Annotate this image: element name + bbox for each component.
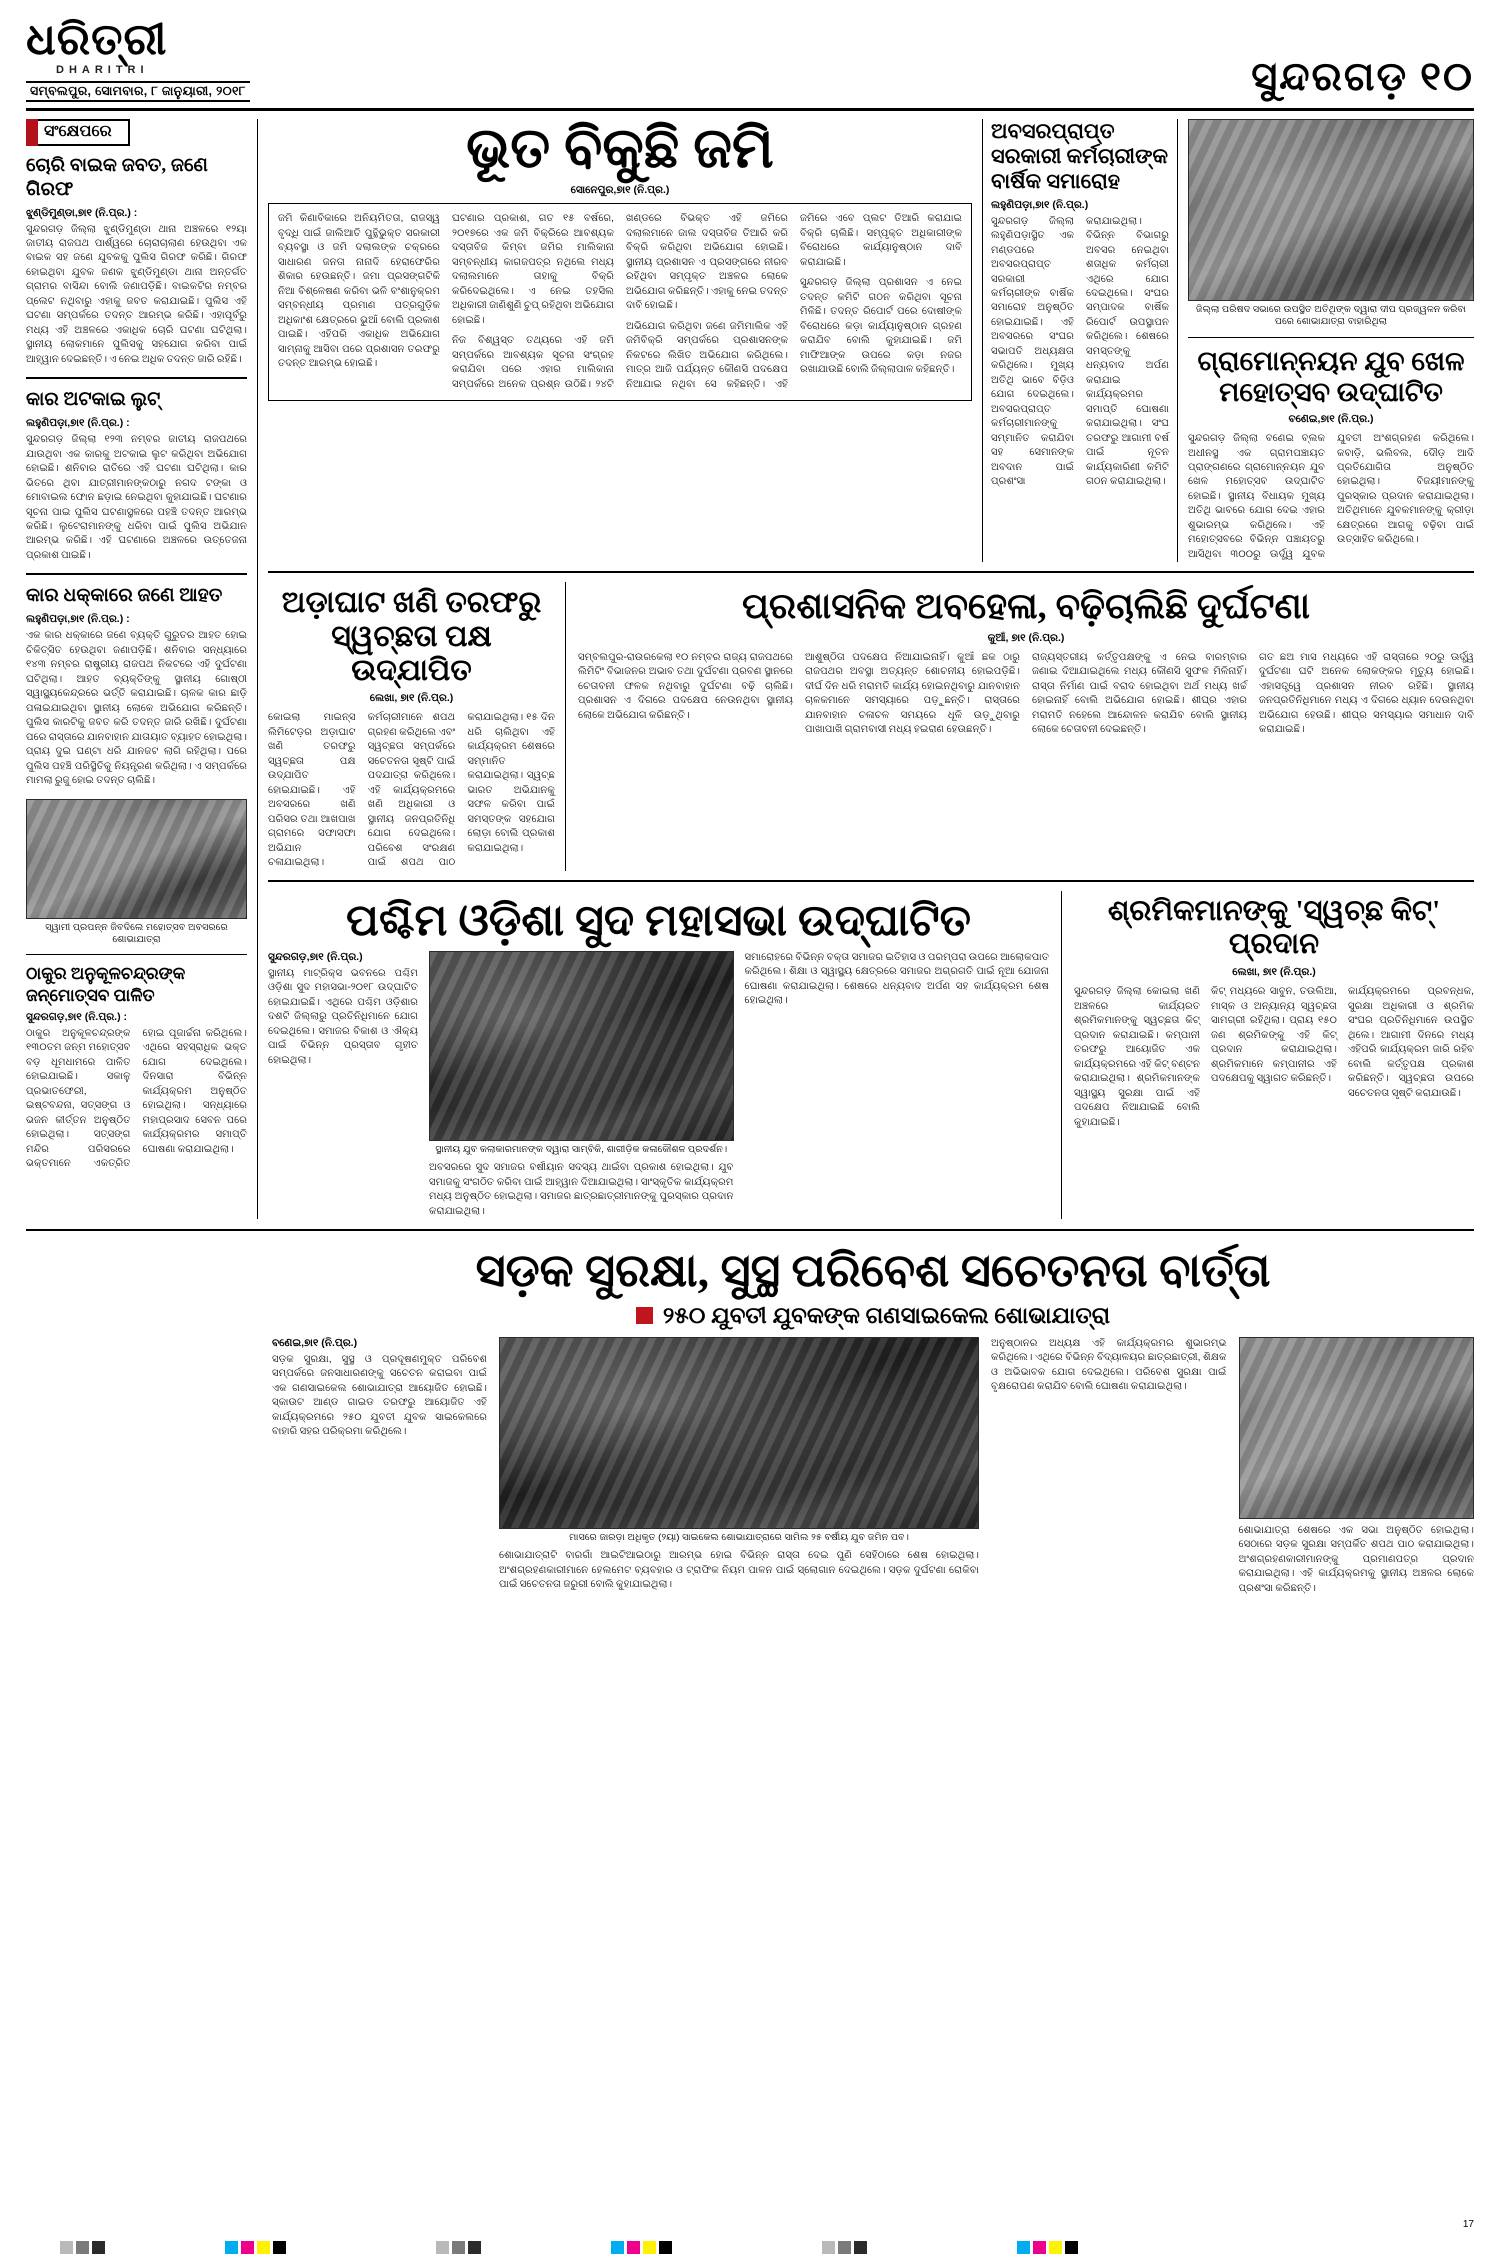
brief-headline: କାର ଅଟକାଇ ଲୁଟ୍	[26, 389, 161, 411]
top-row	[268, 119, 1474, 562]
bottom-text-3: ଅନୁଷ୍ଠାନର ଅଧ୍ୟକ୍ଷ ଏହି କାର୍ଯ୍ୟକ୍ରମର ଶୁଭାରମ୍ଭ କରିଥିଲେ। ଏଥିରେ ବିଭିନ୍ନ ବିଦ୍ୟାଳୟର ଛାତ୍ରଛାତ୍ରୀ, ଶିକ୍ଷକ ଓ ଅଭିଭାବକ ଯୋଗ ଦେଇଥିଲେ। ପରିବେଶ ସୁରକ୍ଷା ପାଇଁ ବୃକ୍ଷରୋପଣ କରାଯିବ ବୋଲି ଘୋଷଣା କରାଯାଇଥିଲା।	[991, 1337, 1227, 1393]
bottom-dateline: ବଣେଇ,୭ା୧ (ନି.ପ୍ର.)	[272, 1336, 358, 1349]
bullet-square-icon	[636, 1307, 653, 1324]
story-headline: ଠାକୁର ଅନୁକୂଳଚନ୍ଦ୍ରଙ୍କ ଜନ୍ମୋତ୍ସବ ପାଳିତ	[26, 964, 186, 1005]
sidebar-bottom-story	[26, 963, 247, 1171]
lead-dateline: ସୋନେପୁର,୭ା୧ (ନି.ପ୍ର.)	[570, 184, 670, 197]
mahasabha-headline: ପଶ୍ଚିମ ଓଡ଼ିଶା ସୁଦ ମହାସଭା ଉଦ୍‌ଘାଟିତ	[346, 895, 971, 945]
brief-headline: ଚୋରି ବାଇକ ଜବତ, ଜଣେ ଗିରଫ	[26, 155, 208, 200]
portrait-photo	[1239, 1337, 1475, 1519]
bottom-text-1: ସଡ଼କ ସୁରକ୍ଷା, ସୁସ୍ଥ ଓ ପ୍ରଦୂଷଣମୁକ୍ତ ପରିବେଶ ସମ୍ପର୍କରେ ଜନସାଧାରଣଙ୍କୁ ସଚେତନ କରାଇବା ପାଇଁ ଏକ ଗଣସାଇକେଲ ଶୋଭାଯାତ୍ରା ଆୟୋଜିତ ହୋଇଛି। ସ୍କାଉଟ ଆଣ୍ଡ ଗାଇଡ ତରଫରୁ ଆୟୋଜିତ ଏହି କାର୍ଯ୍ୟକ୍ରମରେ ୨୫୦ ଯୁବତୀ ଯୁବକ ସାଇକେଲରେ ବାହାରି ସହର ପରିକ୍ରମା କରିଥିଲେ।	[272, 1353, 487, 1438]
lead-para: ଘଟଣାର ପ୍ରକାଶ, ଗତ ୧୫ ବର୍ଷରେ, ୨୦୧୭ରେ ଏକ ଜମି ବିକ୍ରିରେ ଆବଶ୍ୟକ ଦସ୍ତାବିଜ କିମ୍ବା ଜମିର ମାଲିକାନା ସମ୍ବନ୍ଧୀୟ କାଗଜପତ୍ର ନଥିଲେ ମଧ୍ୟ ଦଲାଲମାନେ ତାହାକୁ ବିକ୍ରି କରିଦେଇଥିଲେ। ଏ ନେଇ ତହସିଲ ଅଧିକାରୀ ଜାଣିଶୁଣି ଚୁପ୍ ରହିଥିବା ଅଭିଯୋଗ ହୋଇଛି।	[452, 213, 614, 326]
bottom-col-1	[272, 1337, 487, 1596]
wheel-performance-photo	[429, 951, 734, 1141]
mahasabha-story	[268, 891, 1062, 1220]
registration-swatch-group	[60, 2241, 105, 2254]
rally-photo	[26, 799, 247, 919]
worker-kit-col-3: କାର୍ଯ୍ୟକ୍ରମରେ ପ୍ରବନ୍ଧକ, ସୁରକ୍ଷା ଅଧିକାରୀ ଓ ଶ୍ରମିକ ସଂଘର ପ୍ରତିନିଧିମାନେ ଉପସ୍ଥିତ ଥିଲେ। ଆଗାମୀ ଦିନରେ ମଧ୍ୟ ଏହିପରି କାର୍ଯ୍ୟକ୍ରମ ଜାରି ରହିବ ବୋଲି କର୍ତ୍ତୃପକ୍ଷ ପ୍ରକାଶ କରିଛନ୍ତି। ସ୍ୱଚ୍ଛତା ଉପରେ ସଚେତନତା ସୃଷ୍ଟି କରାଯାଉଛି।	[1348, 986, 1474, 1099]
brief-dateline: ଝୁଣ୍ଡିମୁଣ୍ଡା,୭ା୧ (ନି.ପ୍ର.) :	[26, 206, 138, 219]
mahasabha-text-2: ଅବସରରେ ସୁଦ ସମାଜର ବର୍ଷୀୟାନ ସଦସ୍ୟ ଥାଇଁବା ପ୍ରକାଶ ହୋଇଥିଲା। ଯୁବ ସମାଜକୁ ସଂଗଠିତ କରିବା ପାଇଁ ଆହ୍ୱାନ ଦିଆଯାଇଥିଲା। ସାଂସ୍କୃତିକ କାର୍ଯ୍ୟକ୍ରମ ମଧ୍ୟ ଅନୁଷ୍ଠିତ ହୋଇଥିଲା। ସମାଜର ଛାତ୍ରଛାତ୍ରୀମାନଙ୍କୁ ପୁରସ୍କାର ପ୍ରଦାନ କରାଯାଇଥିଲା।	[429, 1162, 734, 1217]
admin-dateline: କୁଆଁ, ୭ା୧ (ନି.ପ୍ର.)	[987, 631, 1065, 644]
retired-body: ସୁନ୍ଦରଗଡ଼ ଜିଲ୍ଲା ଲହୁଣିପଡ଼ାସ୍ଥିତ ଏକ ମଣ୍ଡପରେ ଅବସରପ୍ରାପ୍ତ ସରକାରୀ କର୍ମଚାରୀଙ୍କ ବାର୍ଷିକ ସମାରୋହ ଅନୁଷ୍ଠିତ ହୋଇଯାଇଛି। ଏହି ଅବସରରେ ସଂଘର ସଭାପତି ଅଧ୍ୟକ୍ଷତା କରିଥିଲେ। ମୁଖ୍ୟ ଅତିଥି ଭାବେ ବିଡ଼ିଓ ଯୋଗ ଦେଇଥିଲେ। ଅବସରପ୍ରାପ୍ତ କର୍ମଚାରୀମାନଙ୍କୁ ସମ୍ମାନିତ କରାଯିବା ସହ ସେମାନଙ୍କ ଅବଦାନ ପାଇଁ ପ୍ରଶଂସା କରାଯାଇଥିଲା। ବିଭିନ୍ନ ବିଭାଗରୁ ଅବସର ନେଇଥିବା ଶତାଧିକ କର୍ମଚାରୀ ଏଥିରେ ଯୋଗ ଦେଇଥିଲେ। ସଂଘର ସମ୍ପାଦକ ବାର୍ଷିକ ରିପୋର୍ଟ ଉପସ୍ଥାପନ କରିଥିଲେ। ଶେଷରେ ସମସ୍ତଙ୍କୁ ଧନ୍ୟବାଦ ଅର୍ପଣ କରାଯାଇ କାର୍ଯ୍ୟକ୍ରମର ସମାପ୍ତି ଘୋଷଣା କରାଯାଇଥିଲା। ସଂଘ ତରଫରୁ ଆଗାମୀ ବର୍ଷ ପାଇଁ ନୂତନ କାର୍ଯ୍ୟକାରିଣୀ କମିଟି ଗଠନ କରାଯାଇଥିଲା।	[991, 215, 1169, 488]
bottom-subhead-text: ୨୫୦ ଯୁବତୀ ଯୁବକଙ୍କ ଗଣସାଇକେଲ ଶୋଭାଯାତ୍ରା	[662, 1302, 1111, 1328]
divider	[26, 377, 247, 379]
edition-title: ସୁନ୍ଦରଗଡ଼ ୧୦	[1251, 54, 1474, 99]
gramonnayan-headline: ଗ୍ରାମୋନ୍ନୟନ ଯୁବ ଖେଳ ମହୋତ୍ସବ ଉଦ୍‌ଘାଟିତ	[1197, 345, 1465, 407]
worker-kit-dateline: ଲେଖା, ୭ା୧ (ନି.ପ୍ର.)	[1232, 966, 1316, 979]
lead-para: ସୁନ୍ଦରଗଡ଼ ଜିଲ୍ଲା ପ୍ରଶାସନ ଏ ନେଇ ତଦନ୍ତ କମିଟି ଗଠନ କରିଥିବା ସୂଚନା ମିଳିଛି। ତଦନ୍ତ ରିପୋର୍ଟ ପରେ ଦୋଷୀଙ୍କ ବିରୋଧରେ କଡ଼ା କାର୍ଯ୍ୟାନୁଷ୍ଠାନ ଗ୍ରହଣ କରାଯିବ ବୋଲି କୁହାଯାଇଛି। ଜମି ମାଫିଆଙ୍କ ଉପରେ କଡ଼ା ନଜର ରଖାଯାଉଛି ବୋଲି ଜିଲ୍ଲାପାଳ କହିଛନ୍ତି।	[800, 277, 962, 376]
briefs-section-label: ସଂକ୍ଷେପରେ	[26, 119, 130, 146]
admin-para: ରାଜ୍ୟସ୍ତରୀୟ କର୍ତ୍ତୃପକ୍ଷଙ୍କୁ ଏ ନେଇ ବାରମ୍ବାର ଜଣାଇ ଦିଆଯାଇଥିଲେ ମଧ୍ୟ କୌଣସି ସୁଫଳ ମିଳିନାହିଁ। ରାସ୍ତା ନିର୍ମାଣ ପାଇଁ ବରାଦ ହୋଇଥିବା ଅର୍ଥ ମଧ୍ୟ ଖର୍ଚ୍ଚ ହୋଇନାହିଁ ବୋଲି ଅଭିଯୋଗ ହୋଇଛି। ଶୀଘ୍ର ଏହାର ମରାମତି ନହେଲେ ଆନ୍ଦୋଳନ କରାଯିବ ବୋଲି ସ୍ଥାନୀୟ ଲୋକେ ଚେତାବନୀ ଦେଇଛନ୍ତି।	[1032, 651, 1247, 736]
mahasabha-body	[268, 951, 1049, 1219]
mahasabha-dateline: ସୁନ୍ଦରଗଡ଼,୭ା୧ (ନି.ପ୍ର.)	[268, 950, 363, 963]
brand-block	[26, 15, 250, 102]
retired-dateline: ଲହୁଣିପଡ଼ା,୭ା୧ (ନି.ପ୍ର.)	[991, 198, 1089, 211]
sidebar-column	[26, 119, 258, 1219]
divider	[26, 954, 247, 955]
divider	[268, 880, 1474, 882]
bottom-photo-block	[499, 1337, 979, 1596]
brief-body: ଏକ କାର ଧକ୍କାରେ ଜଣେ ବ୍ୟକ୍ତି ଗୁରୁତର ଆହତ ହୋଇ ଚିକିତ୍ସିତ ହେଉଥିବା ଜଣାପଡ଼ିଛି। ଶନିବାର ସନ୍ଧ୍ୟାରେ ୧୪୩ ନମ୍ବର ରାଷ୍ଟ୍ରୀୟ ରାଜପଥ ନିକଟରେ ଏହି ଦୁର୍ଘଟଣା ଘଟିଥିଲା। ଆହତ ବ୍ୟକ୍ତିଙ୍କୁ ସ୍ଥାନୀୟ ଗୋଷ୍ଠୀ ସ୍ୱାସ୍ଥ୍ୟକେନ୍ଦ୍ରରେ ଭର୍ତ୍ତି କରାଯାଇଛି। ଚାଳକ କାର ଛାଡ଼ି ପଳାଇଯାଇଥିବା ସ୍ଥାନୀୟ ଲୋକେ ଅଭିଯୋଗ କରିଛନ୍ତି। ପୁଲିସ କାରଟିକୁ ଜବତ କରି ତଦନ୍ତ ଜାରି ରଖିଛି। ଦୁର୍ଘଟଣା ପରେ ରାସ୍ତାରେ ଯାନବାହାନ ଯାତାୟାତ ବ୍ୟାହତ ହୋଇଥିଲା। ପ୍ରାୟ ଦୁଇ ଘଣ୍ଟା ଧରି ଯାନଜଟ ଲାଗି ରହିଥିଲା। ପରେ ପୁଲିସ ପହଞ୍ଚି ପରିସ୍ଥିତିକୁ ନିୟନ୍ତ୍ରଣ କରିଥିଲା। ଏ ସମ୍ପର୍କରେ ମାମଲା ରୁଜୁ ହୋଇ ତଦନ୍ତ ଚାଲିଛି।	[26, 630, 247, 787]
registration-swatch-group	[436, 2241, 481, 2254]
lead-story-box	[268, 203, 972, 401]
registration-swatch-group	[1017, 2241, 1078, 2254]
worker-kit-col-1: ସୁନ୍ଦରଗଡ଼ ଜିଲ୍ଲା କୋଇଲା ଖଣି ଅଞ୍ଚଳରେ କାର୍ଯ୍ୟରତ ଶ୍ରମିକମାନଙ୍କୁ ସ୍ୱଚ୍ଛତା କିଟ୍ ପ୍ରଦାନ କରାଯାଇଛି। କମ୍ପାନୀ ତରଫରୁ ଆୟୋଜିତ ଏକ କାର୍ଯ୍ୟକ୍ରମରେ ଏହି କିଟ୍ ବଣ୍ଟନ କରାଯାଇଥିଲା। ଶ୍ରମିକମାନଙ୍କ ସ୍ୱାସ୍ଥ୍ୟ ସୁରକ୍ଷା ପାଇଁ ଏହି ପଦକ୍ଷେପ ନିଆଯାଇଛି ବୋଲି କୁହାଯାଇଛି।	[1074, 986, 1200, 1128]
mine-headline: ଅଡ଼ାଘାଟ ଖଣି ତରଫରୁ ସ୍ୱଚ୍ଛତା ପକ୍ଷ ଉଦ୍ଯାପିତ	[281, 586, 542, 687]
lead-body	[278, 212, 962, 392]
masthead	[26, 15, 1474, 111]
retired-headline: ଅବସରପ୍ରାପ୍ତ ସରକାରୀ କର୍ମଚାରୀଙ୍କ ବାର୍ଷିକ ସମାରୋହ	[991, 119, 1169, 194]
brief-item	[26, 154, 247, 367]
lead-headline: ଭୂତ ବିକୁଛି ଜମି	[466, 118, 774, 180]
bottom-feature	[26, 1240, 1474, 1596]
story-body: ଠାକୁର ଅନୁକୂଳଚନ୍ଦ୍ରଙ୍କ ୧୩୦ତମ ଜନ୍ମ ମହୋତ୍ସବ ବଡ଼ ଧୂମଧାମରେ ପାଳିତ ହୋଇଯାଇଛି। ସକାଳୁ ପ୍ରଭାତଫେରୀ, ଇଷ୍ଟବନ୍ଦନା, ସତ୍ସଙ୍ଗ ଓ ଭଜନ କୀର୍ତ୍ତନ ଅନୁଷ୍ଠିତ ହୋଇଥିଲା। ସତ୍ସଙ୍ଗ ମନ୍ଦିର ପରିସରରେ ଭକ୍ତମାନେ ଏକତ୍ରିତ ହୋଇ ପୂଜାର୍ଚ୍ଚନା କରିଥିଲେ। ଏଥିରେ ସହସ୍ରାଧିକ ଭକ୍ତ ଯୋଗ ଦେଇଥିଲେ। ଦିନସାରା ବିଭିନ୍ନ କାର୍ଯ୍ୟକ୍ରମ ଅନୁଷ୍ଠିତ ହୋଇଥିଲା। ସନ୍ଧ୍ୟାରେ ମହାପ୍ରସାଦ ସେବନ ପରେ କାର୍ଯ୍ୟକ୍ରମର ସମାପ୍ତି ଘୋଷଣା କରାଯାଇଥିଲା।	[26, 1027, 247, 1170]
bottom-col-4	[1239, 1337, 1475, 1596]
registration-swatch-group	[822, 2241, 867, 2254]
registration-swatch-group	[225, 2241, 286, 2254]
admin-para: ସମ୍ବଲପୁର-ରାଉରକେଲା ୧୦ ନମ୍ବର ରାଜ୍ୟ ରାଜପଥରେ ଲିମିଟିଂ ବିଭାଜନର ଅଭାବ ତଥା ଦୁର୍ଘଟଣା ପ୍ରବଣ ସ୍ଥାନରେ ଚେତାବନୀ ଫଳକ ନଥିବାରୁ ଦୁର୍ଘଟଣା ବଢ଼ି ଚାଲିଛି। ପ୍ରଶାସନ ଏ ଦିଗରେ ପଦକ୍ଷେପ ନେଉନଥିବା ସ୍ଥାନୀୟ ଲୋକେ ଅଭିଯୋଗ କରିଛନ୍ତି।	[578, 651, 793, 721]
bicycle-rally-photo	[499, 1337, 979, 1529]
brief-headline: କାର ଧକ୍କାରେ ଜଣେ ଆହତ	[26, 585, 223, 607]
folio-number: 17	[1462, 2219, 1474, 2230]
bottom-left-spacer	[26, 1240, 258, 1596]
mahasabha-text-1: ସ୍ଥାନୀୟ ମାଟ୍ରିକ୍ସ ଭବନରେ ପଶ୍ଚିମ ଓଡ଼ିଶା ସୁଦ ମହାସଭା-୨୦୧୮ ଉଦ୍‌ଘାଟିତ ହୋଇଯାଇଛି। ଏଥିରେ ପଶ୍ଚିମ ଓଡ଼ିଶାର ଦଶଟି ଜିଲ୍ଲାରୁ ପ୍ରତିନିଧିମାନେ ଯୋଗ ଦେଇଥିଲେ। ସମାଜର ବିକାଶ ଓ ଐକ୍ୟ ପାଇଁ ବିଭିନ୍ନ ପ୍ରସ୍ତାବ ଗୃହୀତ ହୋଇଥିଲା।	[268, 967, 418, 1066]
divider	[26, 573, 247, 575]
color-registration-bar	[0, 2234, 1500, 2260]
divider	[1188, 337, 1474, 338]
bottom-headline: ସଡ଼କ ସୁରକ୍ଷା, ସୁସ୍ଥ ପରିବେଶ ସଚେତନତା ବାର୍ତ୍ତା	[475, 1245, 1271, 1297]
brief-item	[26, 584, 247, 788]
brief-body: ସୁନ୍ଦରଗଡ଼ ଜିଲ୍ଲା ୧୨୩ ନମ୍ବର ଜାତୀୟ ରାଜପଥରେ ଯାଉଥିବା ଏକ କାରକୁ ଅଟକାଇ ଲୁଟ କରିଥିବା ଅଭିଯୋଗ ହୋଇଛି। ଶନିବାର ରାତିରେ ଏହି ଘଟଣା ଘଟିଥିଲା। କାର ଭିତରେ ଥିବା ଯାତ୍ରୀମାନଙ୍କଠାରୁ ନଗଦ ଟଙ୍କା ଓ ମୋବାଇଲ ଫୋନ ଛଡ଼ାଇ ନେଇଥିବା କୁହାଯାଇଛି। ଘଟଣାର ସୂଚନା ପାଇ ପୁଲିସ ଘଟଣାସ୍ଥଳରେ ପହଞ୍ଚି ତଦନ୍ତ ଆରମ୍ଭ କରିଛି। ଲୁଟେରାମାନଙ୍କୁ ଧରିବା ପାଇଁ ପୁଲିସ ଅଭିଯାନ ଆରମ୍ଭ କରିଛି। ଏହି ଘଟଣାରେ ଅଞ୍ଚଳରେ ଉତ୍ତେଜନା ପ୍ରକାଶ ପାଇଛି।	[26, 434, 247, 561]
photo-caption: ଜିଲ୍ଲା ପରିଷଦ ସଭାରେ ଉପସ୍ଥିତ ଅତିଥିଙ୍କ ଦ୍ୱାରା ଦୀପ ପ୍ରଜ୍ୱଳନ କରିବା ପରେ ଶୋଭାଯାତ୍ରା ବାହାରିଥିଲା	[1195, 304, 1467, 328]
brand-subtitle: DHARITRI	[56, 64, 149, 76]
bottom-text-4: ଶୋଭାଯାତ୍ରା ଶେଷରେ ଏକ ସଭା ଅନୁଷ୍ଠିତ ହୋଇଥିଲା। ସେଠାରେ ସଡ଼କ ସୁରକ୍ଷା ସମ୍ପର୍କିତ ଶପଥ ପାଠ କରାଯାଇଥିଲା। ଅଂଶଗ୍ରହଣକାରୀମାନଙ୍କୁ ପ୍ରମାଣପତ୍ର ପ୍ରଦାନ କରାଯାଇଥିଲା। ଏହି କାର୍ଯ୍ୟକ୍ରମକୁ ସ୍ଥାନୀୟ ଅଞ୍ଚଳର ଲୋକେ ପ୍ରଶଂସା କରିଛନ୍ତି।	[1238, 1524, 1474, 1594]
admin-para: ଗତ ଛଅ ମାସ ମଧ୍ୟରେ ଏହି ରାସ୍ତାରେ ୨୦ରୁ ଊର୍ଦ୍ଧ୍ୱ ଦୁର୍ଘଟଣା ଘଟି ଅନେକ ଲୋକଙ୍କର ମୃତ୍ୟୁ ହୋଇଛି। ଏହାସତ୍ତ୍ୱେ ପ୍ରଶାସନ ନୀରବ ରହିଛି। ସ୍ଥାନୀୟ ଜନପ୍ରତିନିଧିମାନେ ମଧ୍ୟ ଏ ଦିଗରେ ଧ୍ୟାନ ଦେଉନଥିବା ଅଭିଯୋଗ ହେଉଛି। ଶୀଘ୍ର ସମସ୍ୟାର ସମାଧାନ ଦାବି କରାଯାଇଛି।	[1259, 651, 1474, 736]
brief-body: ସୁନ୍ଦରଗଡ଼ ଜିଲ୍ଲା ଝୁଣ୍ଡିମୁଣ୍ଡା ଥାନା ଅଞ୍ଚଳରେ ୧୨ୟା ଜାତୀୟ ରାଜପଥ ପାର୍ଶ୍ୱରେ ଚୋରାଚାଲାଣ ହେଉଥିବା ଏକ ବାଇକ ସହ ଜଣେ ଯୁବକକୁ ପୁଲିସ ଗିରଫ କରିଛି। ଗିରଫ ହୋଇଥିବା ଯୁବକ ଜଣକ ଝୁଣ୍ଡିମୁଣ୍ଡା ଥାନା ଅନ୍ତର୍ଗତ ଗ୍ରାମର ବାସିନ୍ଦା ବୋଲି ଜଣାପଡ଼ିଛି। ବାଇକଟିର ନମ୍ବର ପ୍ଲେଟ ନଥିବାରୁ ଏହାକୁ ଜବତ କରାଯାଇଛି। ପୁଲିସ ଏହି ଘଟଣା ସମ୍ପର୍କରେ ତଦନ୍ତ ଆରମ୍ଭ କରିଛି। ଏହାପୂର୍ବରୁ ମଧ୍ୟ ଏହି ଅଞ୍ଚଳରେ ଏକାଧିକ ଚୋରି ଘଟଣା ଘଟିଥିଲା। ସ୍ଥାନୀୟ ଲୋକମାନେ ପୁଲିସକୁ ସହଯୋଗ କରିବା ପାଇଁ ଆହ୍ୱାନ ଦେଇଛନ୍ତି। ଏ ନେଇ ଅଧିକ ତଦନ୍ତ ଜାରି ରହିଛି।	[26, 223, 247, 365]
mine-body: କୋଇଲା ମାଇନ୍ସ ଲିମିଟେଡ଼ର ଅଡ଼ାଘାଟ ଖଣି ତରଫରୁ ସ୍ୱଚ୍ଛତା ପକ୍ଷ ଉଦ୍ଯାପିତ ହୋଇଯାଇଛି। ଏହି ଅବସରରେ ଖଣି ପରିସର ତଥା ଆଖପାଖ ଗ୍ରାମରେ ସଫାସଫା ଅଭିଯାନ ଚଳାଯାଇଥିଲା। କର୍ମଚାରୀମାନେ ଶପଥ ଗ୍ରହଣ କରିଥିଲେ ଏବଂ ସ୍ୱଚ୍ଛତା ସମ୍ପର୍କରେ ସଚେତନତା ସୃଷ୍ଟି ପାଇଁ ପଦଯାତ୍ରା କରିଥିଲେ। ଏହି କାର୍ଯ୍ୟକ୍ରମରେ ଖଣି ଅଧିକାରୀ ଓ ସ୍ଥାନୀୟ ଜନପ୍ରତିନିଧି ଯୋଗ ଦେଇଥିଲେ। ପରିବେଶ ସଂରକ୍ଷଣ ପାଇଁ ଶପଥ ପାଠ କରାଯାଇଥିଲା। ୧୫ ଦିନ ଧରି ଚାଲିଥିବା ଏହି କାର୍ଯ୍ୟକ୍ରମ ଶେଷରେ ସମ୍ମାନିତ କରାଯାଇଥିଲା। ସ୍ୱଚ୍ଛ ଭାରତ ଅଭିଯାନକୁ ସଫଳ କରିବା ପାଇଁ ସମସ୍ତଙ୍କ ସହଯୋଗ ଲୋଡ଼ା ବୋଲି ପ୍ରକାଶ କରାଯାଇଥିଲା।	[268, 712, 555, 869]
mine-dateline: ଲେଖା, ୭ା୧ (ନି.ପ୍ର.)	[369, 692, 454, 705]
admin-headline: ପ୍ରଶାସନିକ ଅବହେଳା, ବଢ଼ିଚାଲିଛି ଦୁର୍ଘଟଣା	[742, 586, 1310, 627]
brief-item	[26, 388, 247, 563]
brand-title: ଧରିତ୍ରୀ	[26, 15, 168, 64]
photo-caption: ସ୍ୱାମୀ ପ୍ରପନ୍ନ ଜିବଦିଲେ ମହୋତ୍ସବ ଅବସରରେ ଶୋଭାଯାତ୍ରା	[45, 921, 228, 945]
worker-kit-col-2: କିଟ୍ ମଧ୍ୟରେ ସାବୁନ, ତଉଲିଆ, ମାସ୍କ ଓ ଅନ୍ୟାନ୍ୟ ସ୍ୱଚ୍ଛତା ସାମଗ୍ରୀ ରହିଥିଲା। ପ୍ରାୟ ୧୫୦ ଜଣ ଶ୍ରମିକଙ୍କୁ ଏହି କିଟ୍ ପ୍ରଦାନ କରାଯାଇଥିଲା। ଶ୍ରମିକମାନେ କମ୍ପାନୀର ଏହି ପଦକ୍ଷେପକୁ ସ୍ୱାଗତ କରିଛନ୍ତି।	[1211, 986, 1337, 1085]
mahasabha-text-3: ସମାରୋହରେ ବିଭିନ୍ନ ବକ୍ତା ସମାଜର ଇତିହାସ ଓ ପରମ୍ପରା ଉପରେ ଆଲୋକପାତ କରିଥିଲେ। ଶିକ୍ଷା ଓ ସ୍ୱାସ୍ଥ୍ୟ କ୍ଷେତ୍ରରେ ସମାଜର ଅଗ୍ରଗତି ପାଇଁ ନୂଆ ଯୋଜନା ଘୋଷଣା କରାଯାଇଥିଲା। ଶେଷରେ ଧନ୍ୟବାଦ ଅର୍ପଣ ସହ କାର୍ଯ୍ୟକ୍ରମ ଶେଷ ହୋଇଥିଲା।	[744, 951, 1049, 1007]
gramonnayan-body: ସୁନ୍ଦରଗଡ଼ ଜିଲ୍ଲା ବଣେଇ ବ୍ଲକ ଅଧୀନସ୍ଥ ଏକ ଗ୍ରାମପଞ୍ଚାୟତ ପ୍ରାଙ୍ଗଣରେ ଗ୍ରାମୋନ୍ନୟନ ଯୁବ ଖେଳ ମହୋତ୍ସବ ଉଦ୍‌ଘାଟିତ ହୋଇଛି। ସ୍ଥାନୀୟ ବିଧାୟକ ମୁଖ୍ୟ ଅତିଥି ଭାବରେ ଯୋଗ ଦେଇ ଏହାର ଶୁଭାରମ୍ଭ କରିଥିଲେ। ଏହି ମହୋତ୍ସବରେ ବିଭିନ୍ନ ପଞ୍ଚାୟତରୁ ଆସିଥିବା ୩୦୦ରୁ ଊର୍ଦ୍ଧ୍ୱ ଯୁବକ ଯୁବତୀ ଅଂଶଗ୍ରହଣ କରିଥିଲେ। କବାଡ଼ି, ଭଲିବଲ, ଦୌଡ଼ ଆଦି ପ୍ରତିଯୋଗିତା ଅନୁଷ୍ଠିତ ହୋଇଥିଲା। ବିଜୟୀମାନଙ୍କୁ ପୁରସ୍କାର ପ୍ରଦାନ କରାଯାଇଥିଲା। ଅତିଥିମାନେ ଯୁବକମାନଙ୍କୁ କ୍ରୀଡ଼ା କ୍ଷେତ୍ରରେ ଆଗକୁ ବଢ଼ିବା ପାଇଁ ଉତ୍ସାହିତ କରିଥିଲେ।	[1188, 433, 1474, 560]
zila-parishad-photo	[1188, 119, 1474, 301]
brief-dateline: ଲହୁଣିପଡ଼ା,୭ା୧ (ନି.ପ୍ର.) :	[26, 613, 130, 626]
lead-story	[268, 119, 972, 562]
divider	[26, 1229, 1474, 1231]
mahasabha-col3	[745, 951, 1050, 1219]
admin-para: ଆଶୁଷ୍ଠିତା ପଦକ୍ଷେପ ନିଆଯାଇନାହିଁ। କୁଆଁ ଛକ ଠାରୁ ରାଜପଥର ଅବସ୍ଥା ଅତ୍ୟନ୍ତ ଶୋଚନୀୟ ହୋଇପଡ଼ିଛି। ଦୀର୍ଘ ଦିନ ଧରି ମରାମତି କାର୍ଯ୍ୟ ହୋଇନଥିବାରୁ ଯାନବାହାନ ଚାଳକମାନେ ସମସ୍ୟାରେ ପଡ଼ୁଛନ୍ତି। ରାସ୍ତାରେ ଯାନବାହାନ ଚଳାଚଳ ସମୟରେ ଧୂଳି ଉଡ଼ୁଥିବାରୁ ପାଖାପାଖି ଗ୍ରାମବାସୀ ମଧ୍ୟ ହଇରାଣ ହେଉଛନ୍ତି।	[805, 651, 1020, 736]
bottom-body	[272, 1337, 1474, 1596]
bottom-feature-main	[272, 1240, 1474, 1596]
lead-para: ଅଭିଯୋଗ କରିଥିବା ଜଣେ ଜମିମାଲିକ ଏହି ଜମିବିକ୍ରି ସମ୍ପର୍କରେ ପ୍ରଶାସନଙ୍କ ନିକଟରେ ଲିଖିତ ଅଭିଯୋଗ କରିଥିଲେ। ମାତ୍ର ଆଜି ପର୍ଯ୍ୟନ୍ତ କୌଣସି ପଦକ୍ଷେପ ନିଆଯାଇ ନଥିବା ସେ କହିଛନ୍ତି। ଏହି ଜମିରେ ଏବେ ପ୍ଲଟ ତିଆରି କରାଯାଇ ବିକ୍ରି ଚାଲିଛି। ସମ୍ପୃକ୍ତ ଅଧିକାରୀଙ୍କ ବିରୋଧରେ କାର୍ଯ୍ୟାନୁଷ୍ଠାନ ଦାବି କରାଯାଇଛି।	[626, 213, 962, 390]
lead-para: ଜମି କିଣାବିକାରେ ଅନିୟମିତତା, ରାଜସ୍ୱ ବୃଦ୍ଧି ପାଇଁ ଜାଲିଆତି ପୁନ୍ଥିଭୁକ୍ତ ସରକାରୀ ବ୍ୟବସ୍ଥା ଓ ଜମି ଦଲାଲଙ୍କ ଚକ୍ରରେ ସାଧାରଣ ଜନତା ନାନାଦି ହେରାଫେରିର ଶିକାର ହେଉଛନ୍ତି। ଜମା ପ୍ରସଙ୍ଗଟିକି ନିଆ ବିଶ୍ଳେଷଣ କରିବା ଭଳି ବଂଶାନୁକ୍ରମ ସମ୍ବନ୍ଧୀୟ ପ୍ରମାଣ ପତ୍ରଗୁଡ଼ିକ ଅଧିକାଂଶ କ୍ଷେତ୍ରରେ ଭୁଆଁ ବୋଲି ପ୍ରକାଶ ପାଇଛି। ଏହିପରି ଏକାଧିକ ଅଭିଯୋଗ ସାମ୍ନାକୁ ଆସିବା ପରେ ପ୍ରଶାସନ ତରଫରୁ ତଦନ୍ତ ଆରମ୍ଭ ହୋଇଛି।	[278, 213, 440, 370]
gramonnayan-dateline: ବଣେଇ,୭ା୧ (ନି.ପ୍ର.)	[1288, 413, 1374, 426]
bottom-text-2: ଶୋଭାଯାତ୍ରାଟି ବାରଗାଁ ଆଇଟିଆଇଠାରୁ ଆରମ୍ଭ ହୋଇ ବିଭିନ୍ନ ରାସ୍ତା ଦେଇ ପୁଣି ସେହିଠାରେ ଶେଷ ହୋଇଥିଲା। ଅଂଶଗ୍ରହଣକାରୀମାନେ ହେଲମେଟ ବ୍ୟବହାର ଓ ଟ୍ରାଫିକ ନିୟମ ପାଳନ ପାଇଁ ସ୍ଲୋଗାନ ଦେଇଥିଲେ। ସଡ଼କ ଦୁର୍ଘଟଣା ରୋକିବା ପାଇଁ ସଚେତନତା ଜରୁରୀ ବୋଲି କୁହାଯାଇଥିଲା।	[499, 1550, 979, 1591]
sidebar-photo-block	[26, 799, 247, 947]
registration-swatch-group	[611, 2241, 672, 2254]
admin-story	[578, 582, 1474, 870]
worker-kit-headline: ଶ୍ରମିକମାନଙ୍କୁ 'ସ୍ୱଚ୍ଛ କିଟ୍' ପ୍ରଦାନ	[1107, 894, 1441, 960]
story-dateline: ସୁନ୍ଦରଗଡ଼,୭ା୧ (ନି.ପ୍ର.) :	[26, 1010, 127, 1023]
lead-para: ନିଜ ବିଶ୍ୱସ୍ତ ତଥ୍ୟରେ ଏହି ଜମି ସମ୍ପର୍କରେ ଆବଶ୍ୟକ ସୂଚନା ସଂଗ୍ରହ କରାଯିବା ପରେ ଏହାର ମାଲିକାନା ସମ୍ପର୍କରେ ଅନେକ ପ୍ରଶ୍ନ ଉଠିଛି। ୨୪ଟି ଖଣ୍ଡରେ ବିଭକ୍ତ ଏହି ଜମିରେ ଦଲାଲମାନେ ଜାଲ ଦସ୍ତାବିଜ ତିଆରି କରି ବିକ୍ରି କରିଥିବା ଅଭିଯୋଗ ହୋଇଛି। ସ୍ଥାନୀୟ ପ୍ରଶାସନ ଏ ପ୍ରସଙ୍ଗରେ ନୀରବ ରହିଥିବା ସମ୍ପୃକ୍ତ ଅଞ୍ଚଳର ଲୋକେ ଅଭିଯୋଗ କରିଛନ୍ତି। ଏହାକୁ ନେଇ ତଦନ୍ତ ଦାବି ହୋଇଛି।	[452, 213, 788, 390]
admin-body	[578, 651, 1474, 739]
divider	[268, 571, 1474, 573]
photo-caption: ମାସରେ ଜାରଡ଼ା ଅଧିକୃତ (୨ୟା) ସାଇକେଲ ଶୋଭାଯାତ୍ରାରେ ସାମିଲ ୨୫ ବର୍ଷୀୟ ଯୁବ ଜମିନ ପବ।	[569, 1531, 909, 1543]
mahasabha-col1	[268, 951, 418, 1219]
publication-date: ସମ୍ବଲପୁର, ସୋମବାର, ୮ ଜାନୁୟାରୀ, ୨୦୧୮	[26, 81, 250, 102]
mine-story	[268, 582, 566, 870]
third-row	[268, 891, 1474, 1220]
photo-caption: ସ୍ଥାନୀୟ ଯୁବ କଲାକାରମାନଙ୍କ ଦ୍ୱାରା ସାମ୍ବିକି, ଶାଗୀଡ଼ିକ କଳାକୌଶଳ ପ୍ରଦର୍ଶନ।	[435, 1143, 728, 1155]
bottom-col-3	[991, 1337, 1227, 1596]
page-body	[26, 119, 1474, 1219]
retired-story	[982, 119, 1178, 562]
mahasabha-photo-block	[429, 951, 734, 1219]
worker-kit-body	[1074, 985, 1474, 1130]
photo-story-block	[1188, 119, 1474, 562]
bottom-subhead	[272, 1303, 1474, 1329]
main-column	[268, 119, 1474, 1219]
brief-dateline: ଲହୁଣିପଡ଼ା,୭ା୧ (ନି.ପ୍ର.) :	[26, 417, 130, 430]
second-row	[268, 582, 1474, 870]
worker-kit-story	[1074, 891, 1474, 1220]
